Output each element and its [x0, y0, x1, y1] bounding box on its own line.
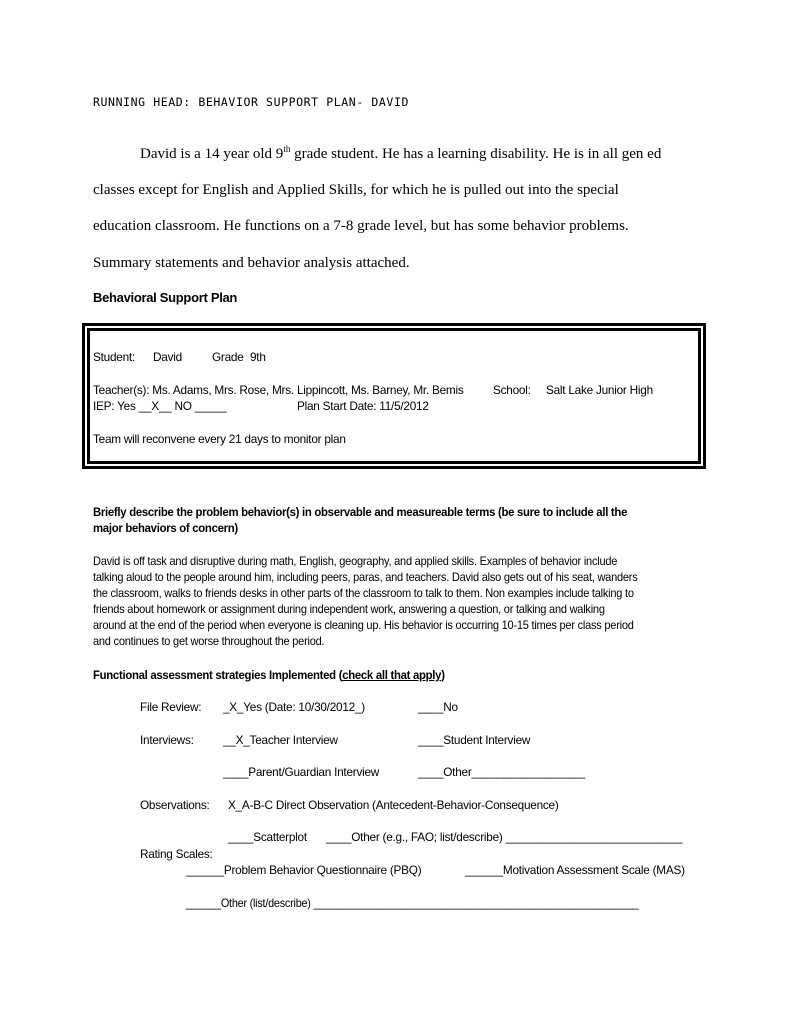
mas-rating: ______Motivation Assessment Scale (MAS)	[465, 863, 685, 877]
rating-scales-label: Rating Scales:	[140, 847, 213, 861]
file-review-label: File Review:	[140, 700, 202, 714]
intro-line-3: education classroom. He functions on a 7-8 grade level, but has some behavior problems.	[93, 218, 629, 234]
other-rating: ______Other (list/describe) ________________________________________________________	[186, 896, 639, 910]
intro-line-2: classes except for English and Applied Skills, for which he is pulled out into the special	[93, 182, 619, 198]
teacher-interview: __X_Teacher Interview	[223, 733, 338, 747]
observations-label: Observations:	[140, 798, 210, 812]
school-value: Salt Lake Junior High	[546, 383, 653, 397]
problem-line-5: around at the end of the period when everyone is cleaning up. His behavior is occurring 10-15 times per class period	[93, 618, 634, 632]
teachers: Teacher(s): Ms. Adams, Mrs. Rose, Mrs. Lippincott, Ms. Barney, Mr. Bemis	[93, 383, 464, 397]
school-label: School:	[493, 383, 531, 397]
intro-line-1-end: grade student. He has a learning disability. He is in all gen ed	[290, 146, 662, 162]
intro-line-4: Summary statements and behavior analysis attached.	[93, 255, 410, 271]
problem-heading-line-1: Briefly describe the problem behavior(s) in observable and measureable terms (be sure to include all the	[93, 505, 628, 519]
abc-observation: X_A-B-C Direct Observation (Antecedent-Behavior-Consequence)	[228, 798, 559, 812]
problem-line-6: and continues to get worse throughout the period.	[93, 634, 325, 648]
file-review-yes: _X_Yes (Date: 10/30/2012_)	[223, 700, 365, 714]
plan-start-date: Plan Start Date: 11/5/2012	[297, 399, 429, 413]
running-head: RUNNING HEAD: BEHAVIOR SUPPORT PLAN- DAVID	[93, 95, 409, 109]
plan-heading: Behavioral Support Plan	[93, 290, 238, 305]
reconvene-note: Team will reconvene every 21 days to monitor plan	[93, 432, 346, 446]
other-interview: ____Other__________________	[418, 765, 586, 779]
ordinal-suffix: th	[283, 144, 291, 154]
student-name: David	[153, 350, 182, 364]
problem-line-4: friends about homework or assignment during independent work, answering a question, or talking and walking	[93, 602, 605, 616]
file-review-no: ____No	[418, 700, 458, 714]
problem-line-2: talking aloud to the people around him, including peers, paras, and teachers. David also gets out of his seat, wanders	[93, 570, 638, 584]
problem-heading-line-2: major behaviors of concern)	[93, 521, 238, 535]
student-label: Student:	[93, 350, 135, 364]
intro-line-1	[140, 146, 661, 163]
assessment-heading-text: Functional assessment strategies Implemented (	[93, 668, 343, 682]
parent-interview: ____Parent/Guardian Interview	[223, 765, 380, 779]
assessment-heading-close: )	[441, 668, 445, 682]
iep-status: IEP: Yes __X__ NO _____	[93, 399, 227, 413]
grade-value: 9th	[250, 350, 266, 364]
check-all-link: check all that apply	[342, 668, 442, 682]
assessment-heading	[93, 668, 445, 682]
student-interview: ____Student Interview	[418, 733, 531, 747]
other-observation: ____Other (e.g., FAO; list/describe) ____________________________	[326, 830, 683, 844]
grade-label: Grade	[212, 350, 244, 364]
pbq-rating: ______Problem Behavior Questionnaire (PBQ)	[186, 863, 422, 877]
scatterplot: ____Scatterplot	[228, 830, 307, 844]
problem-line-1: David is off task and disruptive during math, English, geography, and applied skills. Examples of behavior include	[93, 554, 618, 568]
intro-line-1-start: David is a 14 year old 9	[140, 146, 284, 162]
interviews-label: Interviews:	[140, 733, 194, 747]
problem-line-3: the classroom, walks to friends desks in other parts of the classroom to talk to them. Non examples include talking to	[93, 586, 634, 600]
